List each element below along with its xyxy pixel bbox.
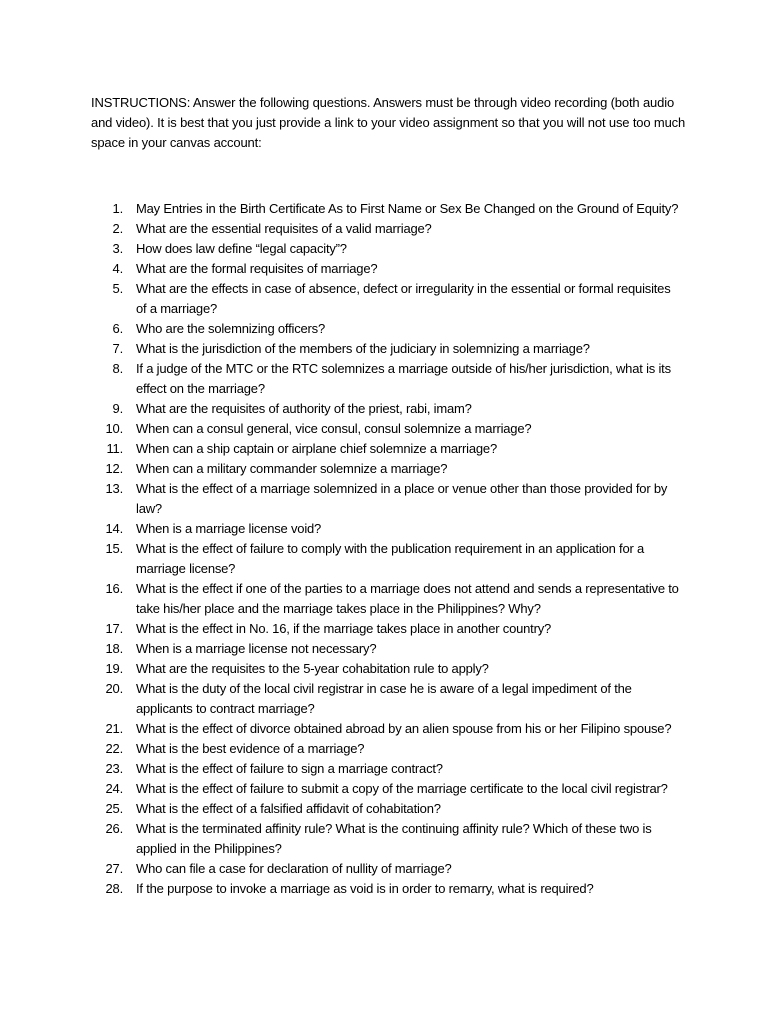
question-number: 14.: [105, 521, 123, 536]
question-item: [0, 659, 681, 679]
question-item: [0, 319, 681, 339]
question-number: 21.: [105, 721, 123, 736]
question-text: What is the effect if one of the parties to a marriage does not attend and sends a representative to take his/her place and the marriage takes place in the Philippines? Why?: [136, 581, 679, 616]
question-item: [0, 579, 681, 619]
question-text: What is the terminated affinity rule? What is the continuing affinity rule? Which of these two is applied in the Philippines?: [136, 821, 652, 856]
question-item: [0, 799, 681, 819]
question-number: 18.: [105, 641, 123, 656]
question-item: [0, 399, 681, 419]
question-number: 27.: [105, 861, 123, 876]
question-item: [0, 779, 681, 799]
question-item: [0, 439, 681, 459]
question-item: [0, 519, 681, 539]
question-item: [0, 679, 681, 719]
question-text: What is the duty of the local civil registrar in case he is aware of a legal impediment of the applicants to contract marriage?: [136, 681, 632, 716]
question-item: [0, 199, 681, 219]
question-item: [0, 859, 681, 879]
question-item: [0, 419, 681, 439]
question-item: [0, 219, 681, 239]
question-text: When can a ship captain or airplane chief solemnize a marriage?: [136, 441, 497, 456]
question-number: 12.: [105, 461, 123, 476]
question-text: What are the effects in case of absence, defect or irregularity in the essential or formal requisites of a marriage?: [136, 281, 671, 316]
question-number: 20.: [105, 681, 123, 696]
question-item: [0, 619, 681, 639]
question-number: 8.: [112, 361, 123, 376]
question-item: [0, 739, 681, 759]
question-item: [0, 259, 681, 279]
question-number: 5.: [112, 281, 123, 296]
question-number: 22.: [105, 741, 123, 756]
question-text: What are the formal requisites of marriage?: [136, 261, 378, 276]
question-item: [0, 339, 681, 359]
question-text: What is the effect of a marriage solemnized in a place or venue other than those provided for by law?: [136, 481, 668, 516]
question-text: What is the effect of a falsified affidavit of cohabitation?: [136, 801, 441, 816]
question-number: 25.: [105, 801, 123, 816]
question-text: What are the requisites to the 5-year cohabitation rule to apply?: [136, 661, 489, 676]
question-number: 13.: [105, 481, 123, 496]
question-text: What is the effect of failure to comply with the publication requirement in an application for a marriage license?: [136, 541, 645, 576]
question-text: How does law define “legal capacity”?: [136, 241, 347, 256]
question-number: 10.: [105, 421, 123, 436]
question-text: If a judge of the MTC or the RTC solemnizes a marriage outside of his/her jurisdiction, what is its effect on the marriage?: [136, 361, 671, 396]
question-text: What is the best evidence of a marriage?: [136, 741, 365, 756]
question-item: [0, 459, 681, 479]
question-text: What are the essential requisites of a valid marriage?: [136, 221, 432, 236]
question-item: [0, 279, 681, 319]
question-item: [0, 239, 681, 259]
question-text: What is the effect of failure to submit a copy of the marriage certificate to the local civil registrar?: [136, 781, 668, 796]
question-text: May Entries in the Birth Certificate As to First Name or Sex Be Changed on the Ground of Equity?: [136, 201, 679, 216]
question-item: [0, 539, 681, 579]
question-number: 9.: [112, 401, 123, 416]
question-number: 24.: [105, 781, 123, 796]
question-number: 28.: [105, 881, 123, 896]
question-text: What is the effect in No. 16, if the marriage takes place in another country?: [136, 621, 552, 636]
question-number: 26.: [105, 821, 123, 836]
question-number: 19.: [105, 661, 123, 676]
question-text: When can a military commander solemnize a marriage?: [136, 461, 448, 476]
question-number: 2.: [112, 221, 123, 236]
question-number: 23.: [105, 761, 123, 776]
question-text: What are the requisites of authority of the priest, rabi, imam?: [136, 401, 472, 416]
question-item: [0, 359, 681, 399]
question-item: [0, 479, 681, 519]
question-number: 1.: [112, 201, 123, 216]
question-number: 7.: [112, 341, 123, 356]
question-number: 16.: [105, 581, 123, 596]
question-number: 6.: [112, 321, 123, 336]
instructions-paragraph: INSTRUCTIONS: Answer the following questions. Answers must be through video recording (both audio and video). It is best that you just provide a link to your video assignment so that you will not use too much space in your canvas account:: [91, 95, 686, 150]
question-number: 11.: [106, 441, 123, 456]
question-text: When can a consul general, vice consul, consul solemnize a marriage?: [136, 421, 532, 436]
question-text: Who can file a case for declaration of nullity of marriage?: [136, 861, 452, 876]
question-number: 4.: [112, 261, 123, 276]
question-item: [0, 879, 681, 899]
question-item: [0, 759, 681, 779]
question-text: Who are the solemnizing officers?: [136, 321, 325, 336]
question-item: [0, 639, 681, 659]
question-number: 15.: [105, 541, 123, 556]
question-text: When is a marriage license void?: [136, 521, 322, 536]
question-text: What is the effect of failure to sign a marriage contract?: [136, 761, 443, 776]
question-text: When is a marriage license not necessary?: [136, 641, 377, 656]
question-number: 3.: [112, 241, 123, 256]
question-text: What is the jurisdiction of the members of the judiciary in solemnizing a marriage?: [136, 341, 590, 356]
question-text: What is the effect of divorce obtained abroad by an alien spouse from his or her Filipino spouse?: [136, 721, 672, 736]
question-number: 17.: [105, 621, 123, 636]
question-list: [0, 199, 768, 899]
question-item: [0, 819, 681, 859]
question-text: If the purpose to invoke a marriage as void is in order to remarry, what is required?: [136, 881, 594, 896]
question-item: [0, 719, 681, 739]
